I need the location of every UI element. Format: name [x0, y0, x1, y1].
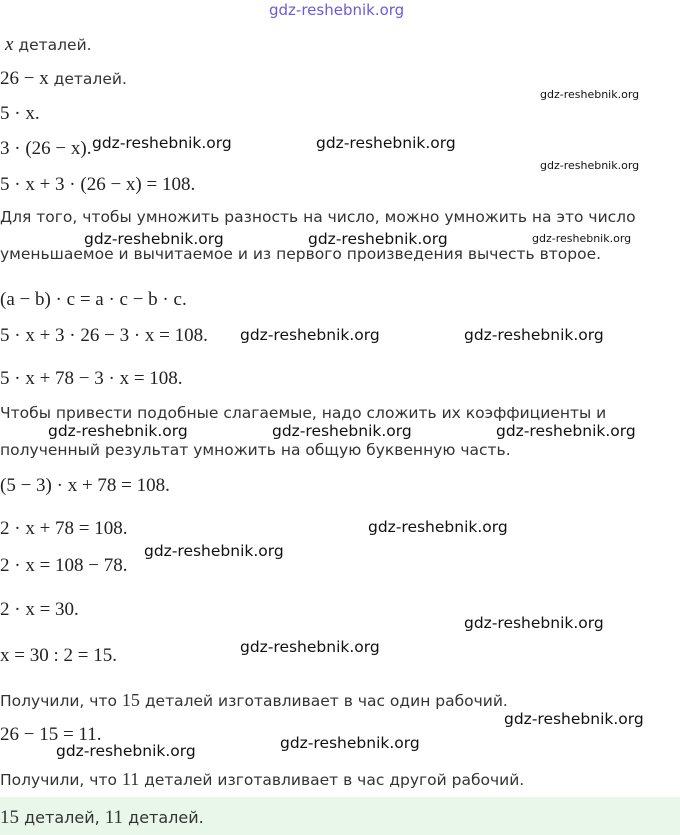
line-2x-plus-78: 2 · x + 78 = 108.: [0, 518, 128, 539]
watermark: gdz-reshebnik.org: [540, 88, 640, 101]
watermark: gdz-reshebnik.org: [240, 326, 380, 344]
line-x-15: x = 30 : 2 = 15.: [0, 645, 117, 666]
text-details: деталей.: [48, 70, 127, 88]
paragraph-distributive-1: Для того, чтобы умножить разность на число, можно умножить на это число: [0, 208, 636, 226]
answer-text: [0, 807, 204, 829]
paragraph-first-worker: [0, 691, 508, 710]
watermark: gdz-reshebnik.org: [280, 734, 420, 752]
watermark: gdz-reshebnik.org: [504, 710, 644, 728]
number-15: 15: [121, 690, 140, 710]
var-x: x: [5, 34, 14, 55]
text-suffix: деталей изготавливает в час один рабочий.: [139, 692, 508, 710]
paragraph-like-terms-1: Чтобы привести подобные слагаемые, надо сложить их коэффициенты и: [0, 404, 607, 422]
watermark: gdz-reshebnik.org: [48, 422, 188, 440]
paragraph-distributive-2: уменьшаемое и вычитаемое и из первого произведения вычесть второе.: [0, 245, 602, 263]
watermark: gdz-reshebnik.org: [540, 159, 640, 172]
line-equation: 5 · x + 3 · (26 − x) = 108.: [0, 174, 196, 195]
watermark: gdz-reshebnik.org: [368, 518, 508, 536]
watermark: gdz-reshebnik.org: [56, 742, 196, 760]
line-2x-30: 2 · x = 30.: [0, 599, 79, 620]
watermark: gdz-reshebnik.org: [316, 134, 456, 152]
text-details: деталей.: [13, 36, 92, 54]
paragraph-like-terms-2: полученный результат умножить на общую буквенную часть.: [0, 441, 511, 459]
watermark: gdz-reshebnik.org: [308, 230, 448, 248]
watermark: gdz-reshebnik.org: [84, 230, 224, 248]
answer-number-11: 11: [104, 807, 124, 828]
watermark: gdz-reshebnik.org: [92, 134, 232, 152]
line-grouped: (5 − 3) · x + 78 = 108.: [0, 475, 170, 496]
answer-details-1: деталей,: [19, 808, 105, 827]
line-2x-equals: 2 · x = 108 − 78.: [0, 555, 128, 576]
answer-block: [0, 797, 680, 835]
answer-number-15: 15: [0, 807, 19, 828]
line-simplified: 5 · x + 78 − 3 · x = 108.: [0, 368, 183, 389]
watermark: gdz-reshebnik.org: [532, 232, 632, 245]
watermark: gdz-reshebnik.org: [144, 542, 284, 560]
watermark: gdz-reshebnik.org: [464, 326, 604, 344]
answer-details-2: деталей.: [123, 808, 204, 827]
line-26-minus-15: 26 − 15 = 11.: [0, 724, 102, 745]
watermark: gdz-reshebnik.org: [240, 638, 380, 656]
watermark: gdz-reshebnik.org: [464, 614, 604, 632]
line-5x: 5 · x.: [0, 103, 40, 124]
text-suffix: деталей изготавливает в час другой рабочий.: [139, 771, 525, 789]
watermark-top[interactable]: gdz-reshebnik.org: [269, 1, 405, 19]
number-11: 11: [121, 769, 140, 789]
watermark: gdz-reshebnik.org: [272, 422, 412, 440]
line-distributive-law: (a − b) · c = a · c − b · c.: [0, 289, 187, 310]
line-expanded: 5 · x + 3 · 26 − 3 · x = 108.: [0, 325, 208, 346]
line-26-minus-x: [0, 69, 127, 88]
paragraph-second-worker: [0, 770, 524, 789]
line-3-26-minus-x: 3 · (26 − x).: [0, 138, 92, 159]
text-prefix: Получили, что: [0, 692, 122, 710]
math-26-minus-x: 26 − x: [0, 68, 49, 89]
line-x-details: [0, 35, 92, 54]
watermark: gdz-reshebnik.org: [496, 422, 636, 440]
text-prefix: Получили, что: [0, 771, 122, 789]
